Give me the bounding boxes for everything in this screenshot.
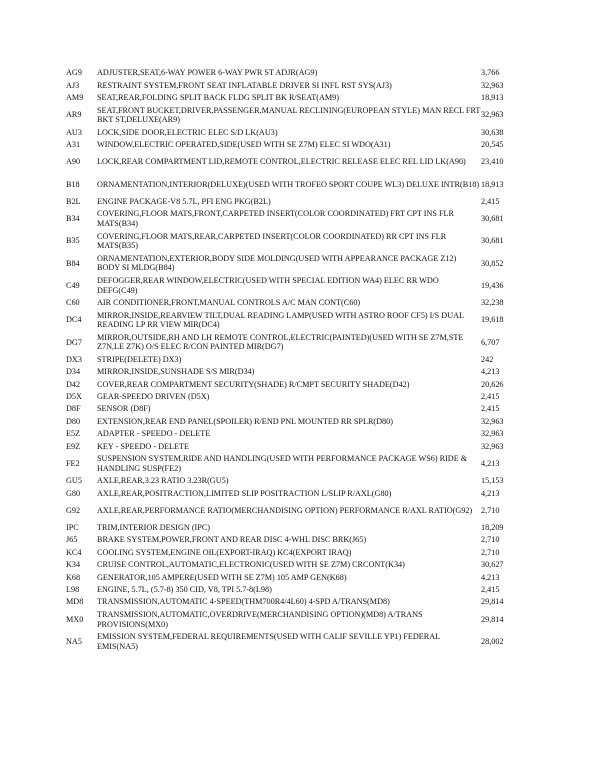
table-row [66, 151, 538, 173]
option-code: B35 [66, 230, 97, 252]
option-value: 30,852 [481, 252, 538, 274]
table-row [66, 453, 538, 475]
table-row [66, 252, 538, 274]
option-value: 23,410 [481, 151, 538, 173]
table-row [66, 487, 538, 499]
table-row [66, 208, 538, 230]
table-row [66, 139, 538, 151]
option-code: AJ3 [66, 79, 97, 91]
option-value: 19,618 [481, 309, 538, 331]
option-description: MIRROR,INSIDE,REARVIEW TILT,DUAL READING LAMP(USED WITH ASTRO ROOF CF5) I/S DUAL READING LP RR VIEW MIR(DC4) [97, 309, 481, 331]
option-value: 28,002 [481, 631, 538, 653]
option-value: 18,913 [481, 92, 538, 104]
option-description: EMISSION SYSTEM,FEDERAL REQUIREMENTS(USED WITH CALIF SEVILLE YP1) FEDERAL EMIS(NA5) [97, 631, 481, 653]
table-row [66, 534, 538, 546]
table-row [66, 500, 538, 522]
option-code: D5X [66, 391, 97, 403]
option-value: 2,710 [481, 546, 538, 558]
option-code: J65 [66, 534, 97, 546]
option-value: 19,436 [481, 274, 538, 296]
table-row [66, 297, 538, 309]
table-row [66, 126, 538, 138]
option-code: D80 [66, 415, 97, 427]
table-row [66, 196, 538, 208]
option-description: SEAT,FRONT BUCKET,DRIVER,PASSENGER,MANUAL RECLINING(EUROPEAN STYLE) MAN RECL FRT BKT ST,DELUXE(AR9) [97, 104, 481, 126]
option-code: C60 [66, 297, 97, 309]
table-row [66, 428, 538, 440]
option-value: 242 [481, 353, 538, 365]
table-row [66, 608, 538, 630]
option-code: A90 [66, 151, 97, 173]
option-code: L98 [66, 584, 97, 596]
option-code: D8F [66, 403, 97, 415]
option-value: 32,963 [481, 104, 538, 126]
table-row [66, 92, 538, 104]
option-value: 4,213 [481, 453, 538, 475]
table-row [66, 68, 538, 79]
option-code: B2L [66, 196, 97, 208]
option-value: 2,415 [481, 403, 538, 415]
option-code: K68 [66, 571, 97, 583]
option-code: MD8 [66, 596, 97, 608]
option-value: 6,707 [481, 331, 538, 353]
option-code: D42 [66, 378, 97, 390]
option-description: CRUISE CONTROL,AUTOMATIC,ELECTRONIC(USED WITH SE Z7M) CRCONT(K34) [97, 559, 481, 571]
option-value: 15,153 [481, 475, 538, 487]
option-description: RESTRAINT SYSTEM,FRONT SEAT INFLATABLE DRIVER SI INFL RST SYS(AJ3) [97, 79, 481, 91]
option-description: STRIPE(DELETE) DX3) [97, 353, 481, 365]
option-description: WINDOW,ELECTRIC OPERATED,SIDE(USED WITH SE Z7M) ELEC SI WDO(A31) [97, 139, 481, 151]
option-description: TRIM,INTERIOR DESIGN (IPC) [97, 522, 481, 534]
option-description: TRANSMISSION,AUTOMATIC,OVERDRIVE(MERCHANDISING OPTION)(MD8) A/TRANS PROVISIONS(MX0) [97, 608, 481, 630]
table-row [66, 331, 538, 353]
option-description: AXLE,REAR,3.23 RATIO 3.23R(GU5) [97, 475, 481, 487]
option-value: 32,963 [481, 415, 538, 427]
option-description: GENERATOR,105 AMPERE(USED WITH SE Z7M) 105 AMP GEN(K68) [97, 571, 481, 583]
table-row [66, 274, 538, 296]
option-code: C49 [66, 274, 97, 296]
table-row [66, 353, 538, 365]
option-value: 29,814 [481, 596, 538, 608]
option-description: EXTENSION,REAR END PANEL(SPOILER) R/END PNL MOUNTED RR SPLR(D80) [97, 415, 481, 427]
option-code: D34 [66, 366, 97, 378]
option-code: G80 [66, 487, 97, 499]
option-description: ADAPTER - SPEEDO - DELETE [97, 428, 481, 440]
option-description: COOLING SYSTEM,ENGINE OIL(EXPORT-IRAQ) KC4(EXPORT IRAQ) [97, 546, 481, 558]
table-row [66, 522, 538, 534]
table-row [66, 403, 538, 415]
option-code: DX3 [66, 353, 97, 365]
table-row [66, 440, 538, 452]
table-row [66, 546, 538, 558]
option-value: 2,710 [481, 500, 538, 522]
option-value: 20,626 [481, 378, 538, 390]
option-value: 32,963 [481, 428, 538, 440]
option-description: ADJUSTER,SEAT,6-WAY POWER 6-WAY PWR ST ADJR(AG9) [97, 68, 481, 79]
option-code: E5Z [66, 428, 97, 440]
option-description: GEAR-SPEEDO DRIVEN (D5X) [97, 391, 481, 403]
option-description: MIRROR,INSIDE,SUNSHADE S/S MIR(D34) [97, 366, 481, 378]
option-value: 32,963 [481, 440, 538, 452]
table-row [66, 571, 538, 583]
option-code: E9Z [66, 440, 97, 452]
option-code: A31 [66, 139, 97, 151]
option-value: 2,415 [481, 584, 538, 596]
table-row [66, 631, 538, 653]
option-code: AM9 [66, 92, 97, 104]
option-description: SEAT,REAR,FOLDING SPLIT BACK FLDG SPLIT BK R/SEAT(AM9) [97, 92, 481, 104]
option-code: GU5 [66, 475, 97, 487]
option-code: MX0 [66, 608, 97, 630]
option-description: ORNAMENTATION,EXTERIOR,BODY SIDE MOLDING(USED WITH APPEARANCE PACKAGE Z12) BODY SI MLDG(B84) [97, 252, 481, 274]
option-code: AU3 [66, 126, 97, 138]
option-code: K34 [66, 559, 97, 571]
option-value: 4,213 [481, 366, 538, 378]
option-description: MIRROR,OUTSIDE,RH AND LH REMOTE CONTROL,ELECTRIC(PAINTED)(USED WITH SE Z7M,STE Z7N,LE Z7K) O/S ELEC R/CON PAINTED MIR(DG7) [97, 331, 481, 353]
option-value: 32,963 [481, 79, 538, 91]
option-description: AXLE,REAR,POSITRACTION,LIMITED SLIP POSITRACTION L/SLIP R/AXL(G80) [97, 487, 481, 499]
option-code: B84 [66, 252, 97, 274]
option-code: G92 [66, 500, 97, 522]
option-value: 4,213 [481, 571, 538, 583]
option-description: SENSOR (D8F) [97, 403, 481, 415]
option-description: COVER,REAR COMPARTMENT SECURITY(SHADE) R/CMPT SECURITY SHADE(D42) [97, 378, 481, 390]
option-description: DEFOGGER,REAR WINDOW,ELECTRIC(USED WITH SPECIAL EDITION WA4) ELEC RR WDO DEFG(C49) [97, 274, 481, 296]
option-code: NA5 [66, 631, 97, 653]
option-value: 2,415 [481, 391, 538, 403]
option-description: KEY - SPEEDO - DELETE [97, 440, 481, 452]
option-code: FE2 [66, 453, 97, 475]
options-table-body [66, 68, 538, 653]
table-row [66, 230, 538, 252]
option-description: ENGINE PACKAGE-V8 5.7L, PFI ENG PKG(B2L) [97, 196, 481, 208]
options-table [66, 68, 538, 654]
option-value: 30,681 [481, 230, 538, 252]
option-value: 18,913 [481, 173, 538, 195]
option-value: 30,638 [481, 126, 538, 138]
option-code: B18 [66, 173, 97, 195]
table-row [66, 584, 538, 596]
option-description: BRAKE SYSTEM,POWER,FRONT AND REAR DISC 4-WHL DISC BRK(J65) [97, 534, 481, 546]
option-value: 32,238 [481, 297, 538, 309]
table-row [66, 173, 538, 195]
option-code: AG9 [66, 68, 97, 79]
option-description: COVERING,FLOOR MATS,REAR,CARPETED INSERT(COLOR COORDINATED) RR CPT INS FLR MATS(B35) [97, 230, 481, 252]
option-code: KC4 [66, 546, 97, 558]
option-code: IPC [66, 522, 97, 534]
option-description: ENGINE, 5.7L, (5.7-8) 350 CID, V8, TPI 5.7-8(L98) [97, 584, 481, 596]
option-code: DC4 [66, 309, 97, 331]
option-value: 3,766 [481, 68, 538, 79]
option-code: B34 [66, 208, 97, 230]
option-value: 29,814 [481, 608, 538, 630]
table-row [66, 596, 538, 608]
option-value: 30,681 [481, 208, 538, 230]
option-description: TRANSMISSION,AUTOMATIC 4-SPEED(THM700R4/4L60) 4-SPD A/TRANS(MD8) [97, 596, 481, 608]
table-row [66, 415, 538, 427]
table-row [66, 79, 538, 91]
option-description: LOCK,REAR COMPARTMENT LID,REMOTE CONTROL,ELECTRIC RELEASE ELEC REL LID LK(A90) [97, 151, 481, 173]
option-value: 2,415 [481, 196, 538, 208]
table-row [66, 378, 538, 390]
option-description: COVERING,FLOOR MATS,FRONT,CARPETED INSERT(COLOR COORDINATED) FRT CPT INS FLR MATS(B34) [97, 208, 481, 230]
table-row [66, 475, 538, 487]
option-description: AXLE,REAR,PERFORMANCE RATIO(MERCHANDISING OPTION) PERFORMANCE R/AXL RATIO(G92) [97, 500, 481, 522]
table-row [66, 391, 538, 403]
option-code: AR9 [66, 104, 97, 126]
option-description: AIR CONDITIONER,FRONT,MANUAL CONTROLS A/C MAN CONT(C60) [97, 297, 481, 309]
option-value: 20,545 [481, 139, 538, 151]
option-code: DG7 [66, 331, 97, 353]
option-description: ORNAMENTATION,INTERIOR(DELUXE)(USED WITH TROFEO SPORT COUPE WL3) DELUXE INTR(B18) [97, 173, 481, 195]
option-value: 4,213 [481, 487, 538, 499]
table-row [66, 559, 538, 571]
table-row [66, 366, 538, 378]
option-value: 30,627 [481, 559, 538, 571]
option-description: LOCK,SIDE DOOR,ELECTRIC ELEC S/D LK(AU3) [97, 126, 481, 138]
table-row [66, 309, 538, 331]
option-description: SUSPENSION SYSTEM,RIDE AND HANDLING(USED WITH PERFORMANCE PACKAGE WS6) RIDE & HANDLING SUSP(FE2) [97, 453, 481, 475]
option-value: 2,710 [481, 534, 538, 546]
option-value: 18,209 [481, 522, 538, 534]
table-row [66, 104, 538, 126]
